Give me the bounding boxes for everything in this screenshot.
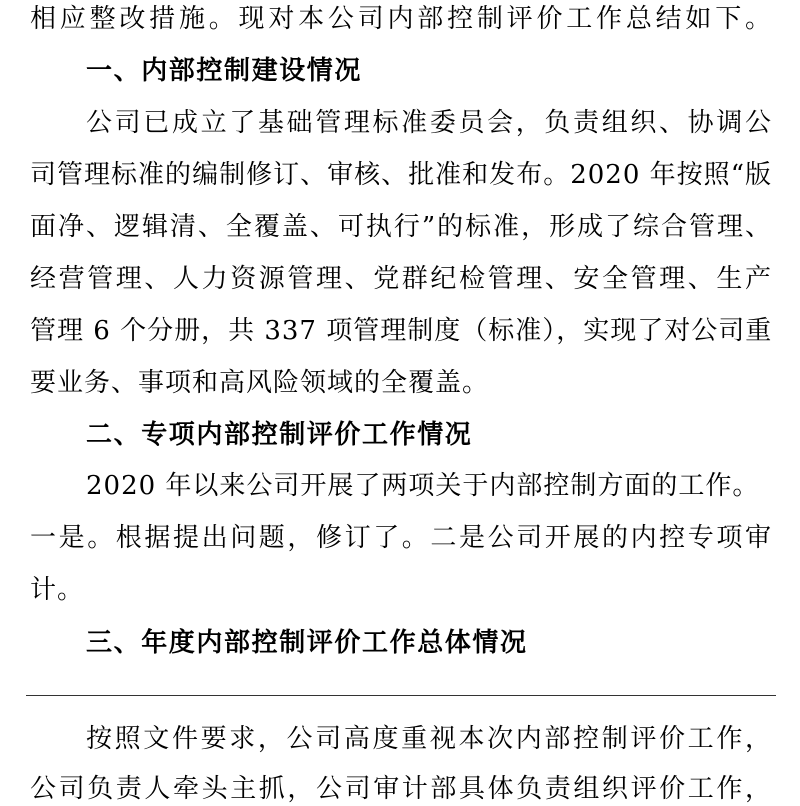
section-heading-3: 三、年度内部控制评价工作总体情况 <box>86 628 528 658</box>
section-heading-1: 一、内部控制建设情况 <box>86 56 363 86</box>
paragraph-2-line-1: 2020 年以来公司开展了两项关于内部控制方面的工作。 <box>86 471 760 501</box>
section-heading-2: 二、专项内部控制评价工作情况 <box>86 420 473 450</box>
paragraph-2-line-2: 一是。根据提出问题，修订了。二是公司开展的内控专项审 <box>30 523 772 553</box>
paragraph-1-line-4: 经营管理、人力资源管理、党群纪检管理、安全管理、生产 <box>30 264 772 294</box>
paragraph-3-line-1: 按照文件要求，公司高度重视本次内部控制评价工作， <box>86 724 772 754</box>
page-divider <box>26 695 776 696</box>
paragraph-1-line-2: 司管理标准的编制修订、审核、批准和发布。2020 年按照“版 <box>30 160 772 190</box>
paragraph-1-line-1: 公司已成立了基础管理标准委员会，负责组织、协调公 <box>86 108 772 138</box>
paragraph-2-line-3: 计。 <box>30 575 85 605</box>
paragraph-3-line-2: 公司负责人牵头主抓，公司审计部具体负责组织评价工作， <box>30 774 772 804</box>
paragraph-1-line-5: 管理 6 个分册，共 337 项管理制度（标准），实现了对公司重 <box>30 316 773 346</box>
paragraph-1-line-3: 面净、逻辑清、全覆盖、可执行”的标准，形成了综合管理、 <box>30 212 772 242</box>
paragraph-1-line-6: 要业务、事项和高风险领域的全覆盖。 <box>30 368 490 398</box>
paragraph-intro-line: 相应整改措施。现对本公司内部控制评价工作总结如下。 <box>30 4 772 34</box>
